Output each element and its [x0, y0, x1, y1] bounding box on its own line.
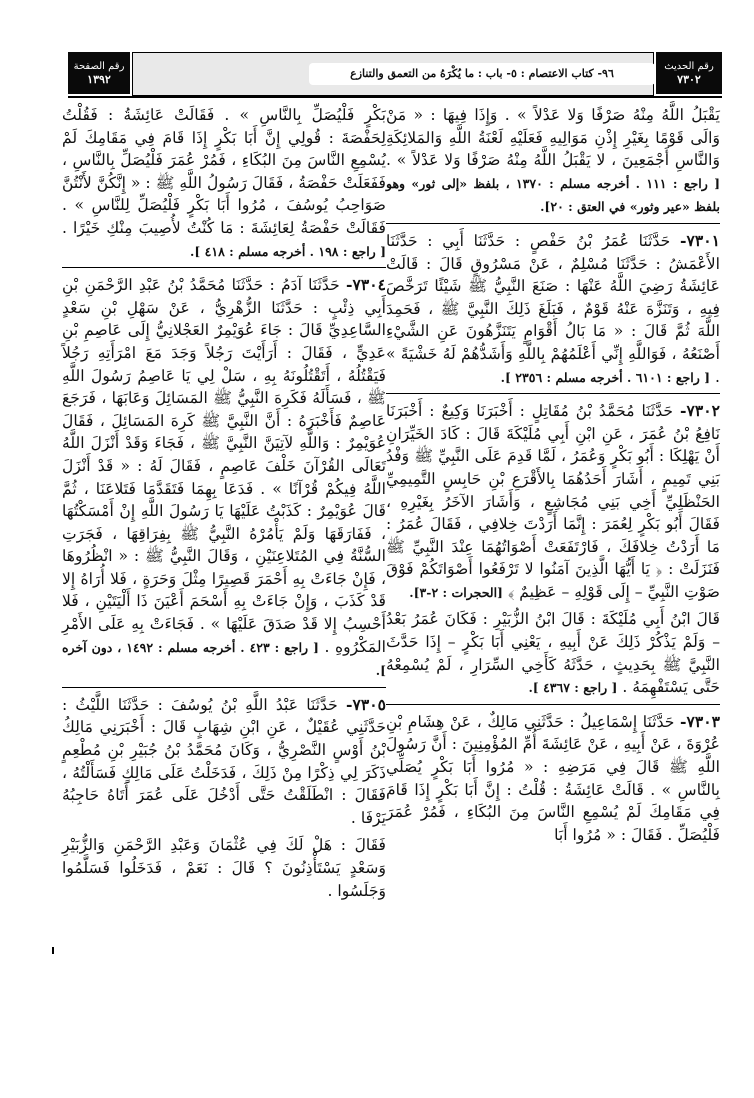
hadith-paragraph [62, 694, 386, 831]
hadith-separator [386, 223, 720, 224]
right-column [386, 104, 720, 851]
hadith-paragraph [386, 230, 720, 389]
hadith-separator [62, 687, 386, 688]
hadith-text: حَدَّثَنَا آدَمُ : حَدَّثَنَا مُحَمَّدُ بْنُ عَبْدِ الرَّحْمَنِ بْنِ أَبِي ذِئْبٍ : حَدَّثَنَا الزُّهْرِيُّ ، عَنْ سَهْلِ بْنِ سَعْدٍ السَّاعِدِيِّ قَالَ : جَاءَ عُوَيْمِرٌ العَجْلانِيُّ إِلَى عَاصِمِ بْنِ عَدِيٍّ ، فَقَالَ : أَرَأَيْتَ رَجُلاً وَجَدَ مَعَ امْرَأَتِهِ رَجُلاً فَيَقْتُلُهُ ، أَتَقْتُلُونَهُ بِهِ ، سَلْ لِي يَا عَاصِمُ رَسُولَ اللَّهِ ﷺ ، فَسَأَلَهُ فَكَرِهَ النَّبِيُّ ﷺ المَسَائِلَ وَعَابَهَا ، فَرَجَعَ عَاصِمٌ فَأَخْبَرَهُ : أَنَّ النَّبِيَّ ﷺ كَرِهَ المَسَائِلَ ، فَقَالَ عُوَيْمِرٌ : وَاللَّهِ لآتِيَنَّ النَّبِيَّ ﷺ ، فَجَاءَ وَقَدْ أَنْزَلَ اللَّهُ تَعَالَى القُرْآنَ خَلْفَ عَاصِمٍ ، فَقَالَ لَهُ : « قَدْ أَنْزَلَ اللَّهُ فِيكُمْ قُرْآنًا » . فَدَعَا بِهِمَا فَتَقَدَّمَا فَتَلاعَنَا ، ثُمَّ قَالَ عُوَيْمِرٌ : كَذَبْتُ عَلَيْهَا يَا رَسُولَ اللَّهِ إِنْ أَمْسَكْتُهَا ، فَفَارَقَهَا وَلَمْ يَأْمُرْهُ النَّبِيُّ ﷺ بِفِرَاقِهَا ، فَجَرَتِ السُّنَّةُ فِي المُتَلاعِنَيْنِ ، وَقَالَ النَّبِيُّ ﷺ : « انْظُرُوهَا ، فَإِنْ جَاءَتْ بِهِ أَحْمَرَ قَصِيرًا مِثْلَ وَحَرَةٍ ، فَلا أُرَاهُ إِلا قَدْ كَذَبَ ، وَإِنْ جَاءَتْ بِهِ أَسْحَمَ أَعْيَنَ ذَا أَلْيَتَيْنِ ، فَلا أَحْسِبُ إِلا قَدْ صَدَقَ عَلَيْهَا » . فَجَاءَتْ بِهِ عَلَى الأَمْرِ المَكْرُوهِ . [62, 276, 386, 656]
hadith-paragraph [386, 608, 720, 699]
hadith-reference: [ راجع : ١٩٨ . أخرجه مسلم : ٤١٨ ]. [190, 243, 386, 259]
chapter-title: ٩٦- كتاب الاعتصام : ٥- باب : ما يُكْرَهُ من التعمق والتنازع [309, 63, 655, 85]
hadith-reference: [الحجرات : ٢-٣]. [409, 584, 503, 600]
hadith-number-box [656, 52, 722, 94]
hadith-text: قَالَ ابْنُ أَبِي مُلَيْكَةَ : قَالَ ابْنُ الزُّبَيْرِ : فَكَانَ عُمَرُ بَعْدُ – وَلَمْ يَذْكُرْ ذَلِكَ عَنْ أَبِيهِ ، يَعْنِي أَبَا بَكْرٍ – إِذَا حَدَّثَ النَّبِيَّ ﷺ بِحَدِيثٍ ، حَدَّثَهُ كَأَخِي السِّرَارِ ، لَمْ يُسْمِعْهُ حَتَّى يَسْتَفْهِمَهُ . [386, 610, 720, 697]
hadith-number-inline: ٧٣٠٣- [680, 711, 720, 731]
hadith-paragraph [62, 274, 386, 683]
page-number-label: رقم الصفحة [73, 61, 125, 72]
hadith-reference: [ راجع : ٤٢٣ . أخرجه مسلم : ١٤٩٢ ، دون آخره ]. [62, 639, 386, 679]
hadith-text: حَدَّثَنَا إِسْمَاعِيلُ : حَدَّثَنِي مَالِكٌ ، عَنْ هِشَامِ بْنِ عُرْوَةَ ، عَنْ أَبِيهِ ، عَنْ عَائِشَةَ أُمِّ المُؤْمِنِينَ : أَنَّ رَسُولَ اللَّهِ ﷺ قَالَ فِي مَرَضِهِ : « مُرُوا أَبَا بَكْرٍ يُصَلِّي بِالنَّاسِ » . قَالَتْ عَائِشَةُ : قُلْتُ : إِنَّ أَبَا بَكْرٍ إِذَا قَامَ فِي مَقَامِكَ لَمْ يُسْمِعِ النَّاسَ مِنَ البُكَاءِ ، فَمُرْ عُمَرَ فَلْيُصَلِّ . فَقَالَ : « مُرُوا أَبَا [386, 712, 720, 844]
margin-mark [52, 947, 54, 954]
hadith-paragraph [386, 400, 720, 604]
hadith-text: بَكْرٍ فَلْيُصَلِّ بِالنَّاسِ » . فَقَالَتْ عَائِشَةُ : فَقُلْتُ لِحَفْصَةَ : قُولِي إِنَّ أَبَا بَكْرٍ إِذَا قَامَ فِي مَقَامِكَ لَمْ يُسْمِعِ النَّاسَ مِنَ البُكَاءِ ، فَمُرْ عُمَرَ فَلْيُصَلِّ بِالنَّاسِ ، فَفَعَلَتْ حَفْصَةُ ، فَقَالَ رَسُولُ اللَّهِ ﷺ : « إِنَّكُنَّ لأَنْتُنَّ صَوَاحِبُ يُوسُفَ ، مُرُوا أَبَا بَكْرٍ فَلْيُصَلِّ لِلنَّاسِ » . فَقَالَتْ حَفْصَةُ لِعَائِشَةَ : مَا كُنْتُ لأُصِيبَ مِنْكِ خَيْرًا . [62, 106, 386, 237]
hadith-reference: [ راجع : ١١١ . أخرجه مسلم : ١٣٧٠ ، بلفظ «إلى ثور» وهو بلفظ «عير وثور» في العتق : ٢٠]. [386, 175, 720, 215]
hadith-paragraph [386, 104, 720, 219]
hadith-text: حَدَّثَنَا عَبْدُ اللَّهِ بْنُ يُوسُفَ : حَدَّثَنَا اللَّيْثُ : حَدَّثَنِي عُقَيْلٌ ، عَنِ ابْنِ شِهَابٍ قَالَ : أَخْبَرَنِي مَالِكُ بْنُ أَوْسٍ النَّصْرِيُّ ، وَكَانَ مُحَمَّدُ بْنُ جُبَيْرِ بْنِ مُطْعِمٍ ذَكَرَ لِي ذِكْرًا مِنْ ذَلِكَ ، فَدَخَلْتُ عَلَى مَالِكٍ فَسَأَلْتُهُ ، فَقَالَ : انْطَلَقْتُ حَتَّى أَدْخُلَ عَلَى عُمَرَ أَتَاهُ حَاجِبُهُ يَرْفَا . [62, 695, 386, 827]
hadith-number-inline: ٧٣٠٥- [345, 694, 386, 714]
page-header [68, 52, 722, 98]
hadith-number-label: رقم الحديث [664, 61, 714, 72]
hadith-reference: [ راجع : ٦١٠١ . أخرجه مسلم : ٢٣٥٦ ]. [500, 369, 711, 385]
page-number: ١٣٩٢ [87, 73, 111, 86]
hadith-number-inline: ٧٣٠٢- [680, 401, 720, 421]
hadith-text: فَقَالَ : هَلْ لَكَ فِي عُثْمَانَ وَعَبْدِ الرَّحْمَنِ وَالزُّبَيْرِ وَسَعْدٍ يَسْتَأْذِنُونَ ؟ قَالَ : نَعَمْ ، فَدَخَلُوا فَسَلَّمُوا وَجَلَسُوا . [62, 836, 386, 900]
hadith-number-inline: ٧٣٠٤- [346, 275, 387, 295]
hadith-paragraph [62, 834, 386, 903]
hadith-text: حَدَّثَنَا عُمَرُ بْنُ حَفْصٍ : حَدَّثَنَا أَبِي : حَدَّثَنَا الأَعْمَشُ : حَدَّثَنَا مُسْلِمٌ ، عَنْ مَسْرُوقٍ قَالَ : قَالَتْ عَائِشَةُ رَضِيَ اللَّهُ عَنْهَا : صَنَعَ النَّبِيُّ ﷺ شَيْئًا تَرَخَّصَ فِيهِ ، وَتَنَزَّهَ عَنْهُ قَوْمٌ ، فَبَلَغَ ذَلِكَ النَّبِيَّ ﷺ ، فَحَمِدَ اللَّهَ ثُمَّ قَالَ : « مَا بَالُ أَقْوَامٍ يَتَنَزَّهُونَ عَنِ الشَّيْءِ أَصْنَعُهُ ، فَوَاللَّهِ إِنِّي أَعْلَمُهُمْ بِاللَّهِ وَأَشَدُّهُمْ لَهُ خَشْيَةً » . [386, 231, 720, 386]
page-number-box [68, 52, 130, 94]
hadith-number-inline: ٧٣٠١- [679, 230, 720, 250]
hadith-separator [62, 267, 386, 268]
hadith-paragraph [386, 711, 720, 848]
header-band [132, 52, 654, 96]
hadith-separator [386, 393, 720, 394]
hadith-paragraph [62, 104, 386, 263]
left-column [62, 104, 386, 907]
hadith-text: يَقْبَلُ اللَّهُ مِنْهُ صَرْفًا وَلا عَدْلاً » . وَإِذَا فِيهَا : « مَنْ وَالَى قَوْمًا بِغَيْرِ إِذْنِ مَوَالِيهِ فَعَلَيْهِ لَعْنَةُ اللَّهِ وَالمَلائِكَةِ وَالنَّاسِ أَجْمَعِينَ ، لا يَقْبَلُ اللَّهُ مِنْهُ صَرْفًا وَلا عَدْلاً » . [386, 106, 720, 170]
hadith-reference: [ راجع : ٤٣٦٧ ]. [528, 680, 618, 696]
hadith-separator [386, 704, 720, 705]
hadith-number: ٧٣٠٢ [677, 73, 701, 86]
hadith-text: حَدَّثَنَا مُحَمَّدُ بْنُ مُقَاتِلٍ : أَخْبَرَنَا وَكِيعٌ : أَخْبَرَنَا نَافِعُ بْنُ عُمَرَ ، عَنِ ابْنِ أَبِي مُلَيْكَةَ قَالَ : كَادَ الخَيِّرَانِ أَنْ يَهْلِكَا : أَبُو بَكْرٍ وَعُمَرُ ، لَمَّا قَدِمَ عَلَى النَّبِيِّ ﷺ وَفْدُ بَنِي تَمِيمٍ ، أَشَارَ أَحَدُهُمَا بِالأَقْرَعِ بْنِ حَابِسٍ التَّمِيمِيِّ الحَنْظَلِيِّ أَخِي بَنِي مُجَاشِعٍ ، وَأَشَارَ الآخَرُ بِغَيْرِهِ ، فَقَالَ أَبُو بَكْرٍ لِعُمَرَ : إِنَّمَا أَرَدْتَ خِلافِي ، فَقَالَ عُمَرُ : مَا أَرَدْتُ خِلافَكَ ، فَارْتَفَعَتْ أَصْوَاتُهُمَا عِنْدَ النَّبِيِّ ﷺ فَنَزَلَتْ : ﴿ يَا أَيُّهَا الَّذِينَ آمَنُوا لا تَرْفَعُوا أَصْوَاتَكُمْ فَوْقَ صَوْتِ النَّبِيِّ – إِلَى قَوْلِهِ – عَظِيمٌ ﴾ [386, 402, 720, 601]
